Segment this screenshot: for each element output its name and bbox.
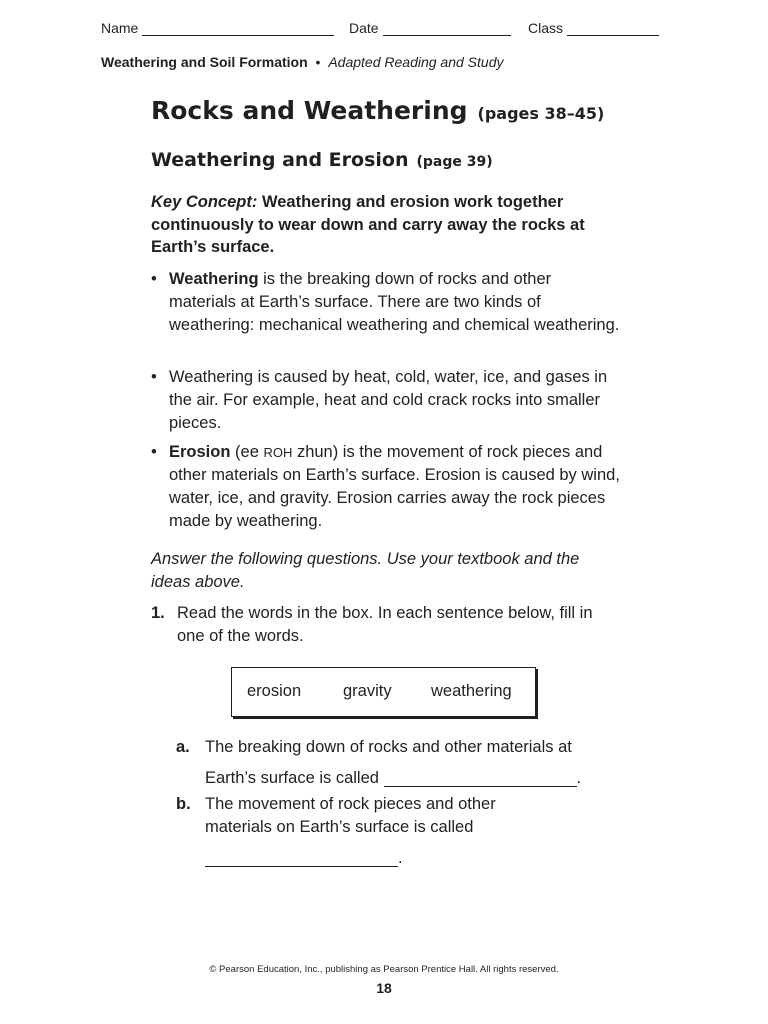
pronunciation-open: (ee	[230, 443, 264, 461]
section-pages: (pages 38–45)	[477, 104, 605, 123]
word-gravity: gravity	[343, 682, 392, 700]
date-blank[interactable]	[383, 21, 511, 36]
bullet-icon: •	[151, 270, 157, 288]
name-label: Name	[101, 20, 139, 36]
section-title	[151, 96, 604, 125]
key-concept-label: Key Concept:	[151, 193, 258, 211]
instructions: Answer the following questions. Use your textbook and the ideas above.	[151, 550, 580, 591]
bullet-erosion	[151, 441, 621, 533]
subquestion-line1: The movement of rock pieces and other	[205, 795, 496, 813]
bullet-text: is the movement of rock pieces and other materials on Earth’s surface. Erosion is caused by wind, water, ice, and gravity. Erosion carries away the rock pieces made by weathering.	[169, 443, 620, 530]
question-1	[151, 602, 621, 648]
subquestion-line2: materials on Earth’s surface is called	[205, 818, 474, 836]
bullet-icon: •	[151, 368, 157, 386]
section-title-text: Rocks and Weathering	[151, 96, 468, 125]
term-erosion: Erosion	[169, 443, 231, 461]
answer-blank-b[interactable]	[205, 849, 398, 867]
name-blank[interactable]	[142, 21, 334, 36]
pronunciation-stress: ROH	[263, 445, 293, 460]
subsection-title-text: Weathering and Erosion	[151, 149, 409, 171]
date-field	[349, 20, 511, 36]
question-number: 1.	[151, 604, 165, 622]
bullet-weathering	[151, 268, 621, 337]
name-field	[101, 20, 334, 36]
key-concept-text: Weathering and erosion work together continuously to wear down and carry away the rocks at Earth’s surface.	[151, 193, 585, 256]
word-weathering: weathering	[431, 682, 512, 700]
question-text: Read the words in the box. In each sentence below, fill in one of the words.	[177, 604, 593, 645]
subsection-title	[151, 149, 493, 171]
question-1a	[176, 736, 621, 790]
copyright-notice: © Pearson Education, Inc., publishing as Pearson Prentice Hall. All rights reserved.	[209, 964, 559, 975]
date-label: Date	[349, 20, 379, 36]
key-concept	[151, 191, 621, 259]
subsection-pages: (page 39)	[416, 154, 493, 170]
subquestion-line2: Earth’s surface is called	[205, 769, 379, 787]
subquestion-label: b.	[176, 795, 191, 813]
chapter-title: Weathering and Soil Formation	[101, 54, 308, 70]
running-head	[101, 54, 503, 70]
pronunciation-close: zhun)	[292, 443, 339, 461]
book-title: Adapted Reading and Study	[328, 54, 504, 70]
question-1b	[176, 793, 621, 870]
subquestion-label: a.	[176, 738, 190, 756]
period: .	[398, 849, 403, 867]
class-field	[528, 20, 659, 36]
bullet-text: is the breaking down of rocks and other materials at Earth’s surface. There are two kinds of weathering: mechanical weathering and chemical weathering.	[169, 270, 620, 334]
page-number: 18	[376, 980, 392, 996]
answer-blank-a[interactable]	[384, 769, 577, 787]
class-blank[interactable]	[567, 21, 659, 36]
period: .	[576, 769, 582, 787]
bullet-causes	[151, 366, 621, 435]
separator-bullet: •	[315, 54, 321, 70]
term-weathering: Weathering	[169, 270, 259, 288]
class-label: Class	[528, 20, 564, 36]
word-box	[231, 667, 536, 717]
subquestion-line1: The breaking down of rocks and other materials at	[205, 738, 572, 756]
word-erosion: erosion	[247, 682, 302, 700]
bullet-icon: •	[151, 443, 157, 461]
bullet-text: Weathering is caused by heat, cold, water, ice, and gases in the air. For example, heat and cold crack rocks into smaller pieces.	[169, 368, 608, 432]
